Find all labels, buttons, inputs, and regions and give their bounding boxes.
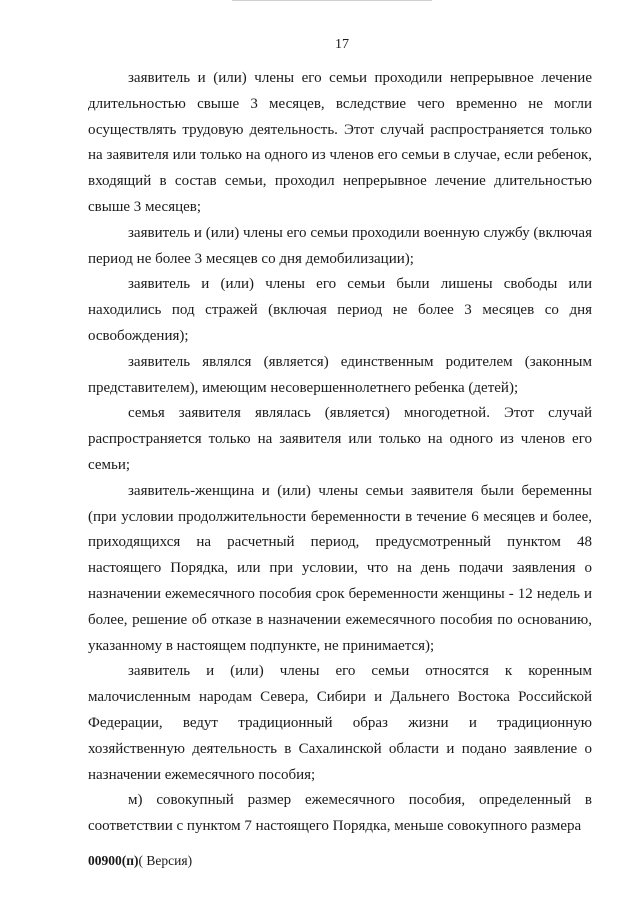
paragraph-8: м) совокупный размер ежемесячного пособия, определенный в соответствии с пунктом 7 настоящего Порядка, меньше совокупного размера (88, 792, 592, 835)
footer-code: 00900(п) (88, 853, 139, 868)
paragraph-4: заявитель являлся (является) единственным родителем (законным представителем), имеющим несовершеннолетнего ребенка (детей); (88, 353, 592, 396)
top-rule (232, 0, 432, 1)
body-text (88, 66, 592, 840)
page-number: 17 (335, 37, 349, 52)
paragraph-2: заявитель и (или) члены его семьи проходили военную службу (включая период не более 3 месяцев со дня демобилизации); (88, 224, 592, 267)
paragraph-5: семья заявителя являлась (является) многодетной. Этот случай распространяется только на заявителя или только на одного из членов его семьи; (88, 405, 592, 473)
paragraph-1: заявитель и (или) члены его семьи проходили непрерывное лечение длительностью свыше 3 месяцев, вследствие чего временно не могли осуществлять трудовую деятельность. Этот случай распространяется только на заявителя или только на одного из членов его семьи в случае, если ребенок, входящий в состав семьи, проходил непрерывное лечение длительностью свыше 3 месяцев; (88, 70, 592, 215)
paragraph-7: заявитель и (или) члены его семьи относятся к коренным малочисленным народам Севера, Сибири и Дальнего Востока Российской Федерации, ведут традиционный образ жизни и традиционную хозяйственную деятельность в Сахалинской области и подано заявление о назначении ежемесячного пособия; (88, 663, 592, 783)
paragraph-3: заявитель и (или) члены его семьи были лишены свободы или находились под стражей (включая период не более 3 месяцев со дня освобождения); (88, 276, 592, 344)
footer-document-code (88, 852, 192, 870)
paragraph-6: заявитель-женщина и (или) члены семьи заявителя были беременны (при условии продолжительности беременности в течение 6 месяцев и более, приходящихся на расчетный период, предусмотренный пунктом 48 настоящего Порядка, или при условии, что на день подачи заявления о назначении ежемесячного пособия срок беременности женщины - 12 недель и более, решение об отказе в назначении ежемесячного пособия по основанию, указанному в настоящем подпункте, не принимается); (88, 482, 592, 654)
footer-version: ( Версия) (138, 853, 193, 868)
